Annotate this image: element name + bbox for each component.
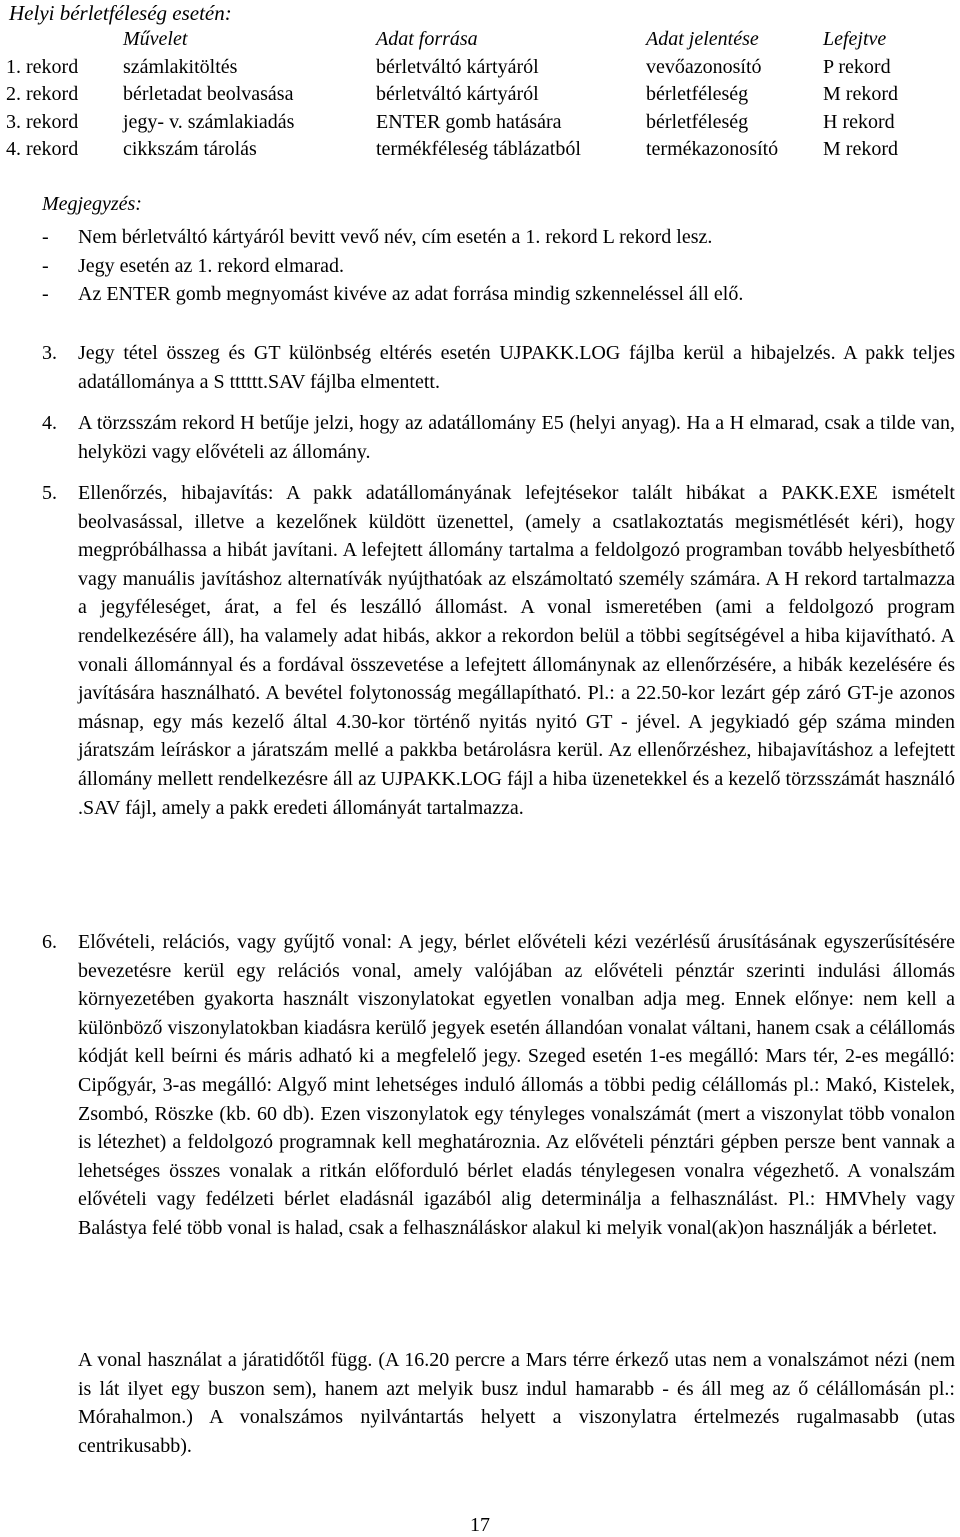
table-cell: bérletféleség [646, 83, 749, 105]
table-cell: 3. rekord [6, 110, 79, 133]
dash-bullet: - [42, 283, 49, 305]
column-header: Adat forrása [376, 28, 478, 50]
section-heading: Helyi bérletféleség esetén: [9, 1, 232, 25]
table-cell: ENTER gomb hatására [376, 110, 562, 133]
table-cell: M rekord [823, 138, 898, 160]
table-row [6, 81, 933, 109]
table-header-row [6, 26, 933, 54]
table-cell: M rekord [823, 83, 898, 105]
list-item [42, 252, 743, 281]
dash-bullet: - [42, 226, 49, 248]
column-header: Adat jelentése [646, 28, 759, 50]
list-item-text: Nem bérletváltó kártyáról bevitt vevő név, cím esetén a 1. rekord L rekord lesz. [78, 226, 713, 248]
table-cell: 2. rekord [6, 83, 79, 105]
notes-title: Megjegyzés: [42, 193, 142, 215]
table-cell: H rekord [823, 110, 895, 133]
table-cell: termékféleség táblázatból [376, 138, 581, 160]
numbered-section-5 [42, 479, 955, 822]
section-text: Jegy tétel összeg és GT különbség eltérés esetén UJPAKK.LOG fájlba kerül a hibajelzés. A pakk teljes adatállománya a S tttttt.SAV fájlba elmentett. [78, 342, 955, 393]
notes-list [42, 223, 743, 309]
section-number: 4. [42, 412, 57, 434]
table-cell: bérletváltó kártyáról [376, 55, 539, 78]
table-row [6, 109, 933, 137]
section-text: A törzsszám rekord H betűje jelzi, hogy az adatállomány E5 (helyi anyag). Ha a H elmarad, csak a tilde van, helyközi vagy elővételi az állomány. [78, 412, 955, 463]
table-cell: bérletadat beolvasása [123, 83, 294, 105]
table-row [6, 136, 933, 164]
table-cell: bérletféleség [646, 110, 749, 133]
section-text: Ellenőrzés, hibajavítás: A pakk adatállományának lefejtésekor talált hibákat a PAKK.EXE ismételt beolvasással, illetve a kezelőnek küldött üzenettel, (amely a csatlakoztatás megismétlését kéri), hogy megpróbálhassa a hibát javítani. A lefejtett állomány tartalma a feldolgozó programban tovább helyesbíthető vagy manuális javításhoz alternatívák nyújthatóak az elszámoltató személy számára. A H rekord tartalmazza a jegyféleséget, árat, a fel és leszálló állomást. A vonal ismeretében (ami a feldolgozó program rendelkezésére áll), ha valamely adat hibás, akkor a rekordon belül a többi segítségével a hiba kijavítható. A vonali állománnyal és a fordával összevetése a lefejtett állománynak az ellenőrzésére, a hibák kezelésére és javítására használható. A bevétel folytonosság megállapítható. Pl.: a 22.50-kor lezárt gép záró GT-je azonos másnap, egy más kezelő által 4.30-kor történő nyitás nyitó GT - jével. A jegykiadó gép száma minden járatszám leíráskor a járatszám mellé a pakkba betárolásra kerül. Az ellenőrzéshez, hibajavításhoz a lefejtett állomány mellett rendelkezésre áll az UJPAKK.LOG fájl a hiba üzenetekkel és a kezelő törzsszámát használó .SAV fájl, amely a pakk eredeti állományát tartalmazza. [78, 482, 955, 819]
table-cell: jegy- v. számlakiadás [123, 110, 295, 133]
table-cell: 4. rekord [6, 138, 79, 160]
record-table [6, 26, 933, 164]
column-header: Lefejtve [823, 28, 887, 50]
column-header [6, 26, 123, 54]
table-cell: számlakitöltés [123, 55, 238, 78]
page-number: 17 [470, 1514, 490, 1536]
numbered-section-4 [42, 409, 955, 466]
table-cell: vevőazonosító [646, 55, 762, 78]
table-cell: bérletváltó kártyáról [376, 83, 539, 105]
table-row [6, 54, 933, 82]
column-header: Művelet [123, 28, 188, 50]
table-cell: 1. rekord [6, 55, 79, 78]
section-number: 6. [42, 931, 57, 953]
list-item-text: Jegy esetén az 1. rekord elmarad. [78, 254, 344, 277]
section-number: 3. [42, 342, 57, 364]
section-text: Elővételi, relációs, vagy gyűjtő vonal: A jegy, bérlet elővételi kézi vezérlésű árusításának egyszerűsítésére bevezetésre kerül egy relációs vonal, amely valójában az elővételi pénztár szerinti indulási állomás környezetében gyakorta használt viszonylatokat egyetlen vonalban adja meg. Ennek előnye: nem kell a különböző viszonylatokban kiadásra kerülő jegyek esetén állandóan vonalat váltani, hanem csak a célállomás kódját kell beírni és máris adható ki a megfelelő jegy. Szeged esetén 1-es megálló: Mars tér, 2-es megálló: Cipőgyár, 3-as megálló: Algyő mint lehetséges induló állomás a többi pedig célállomás pl.: Makó, Kistelek, Zsombó, Röszke (kb. 60 db). Ezen viszonylatok egy tényleges vonalszámát (mert a viszonylat több vonalon is létezhet) a feldolgozó programnak kell meghatároznia. Az elővételi pénztári gépben persze bent vannak a lehetséges összes vonalak a ritkán előforduló bérlet eladás ténylegesen vonalra végezhető. A vonalszám elővételi vagy fedélzeti bérlet eladásnál igazából alig determinálja a felhasználást. Pl.: HMVhely vagy Balástya felé több vonal is halad, csak a felhasználáskor alakul ki melyik vonal(ak)on használják a bérletet. [78, 931, 955, 1239]
dash-bullet: - [42, 254, 49, 277]
numbered-section-6 [42, 928, 955, 1243]
section-number: 5. [42, 482, 57, 504]
table-cell: cikkszám tárolás [123, 138, 257, 160]
list-item [42, 280, 743, 309]
table-cell: P rekord [823, 55, 891, 78]
closing-paragraph: A vonal használat a járatidőtől függ. (A 16.20 percre a Mars térre érkező utas nem a vonalszámot nézi (nem is lát ilyet egy buszon sem), hanem azt melyik busz indul hamarabb - és áll meg az ő célállomásán pl.: Mórahalmon.) A vonalszámos nyilvántartás helyett a viszonylatra értelmezés rugalmasabb (utas centrikusabb). [78, 1349, 955, 1457]
table-cell: termékazonosító [646, 138, 779, 160]
list-item-text: Az ENTER gomb megnyomást kivéve az adat forrása mindig szkenneléssel áll elő. [78, 283, 744, 305]
numbered-section-3 [42, 339, 955, 396]
list-item [42, 223, 743, 252]
